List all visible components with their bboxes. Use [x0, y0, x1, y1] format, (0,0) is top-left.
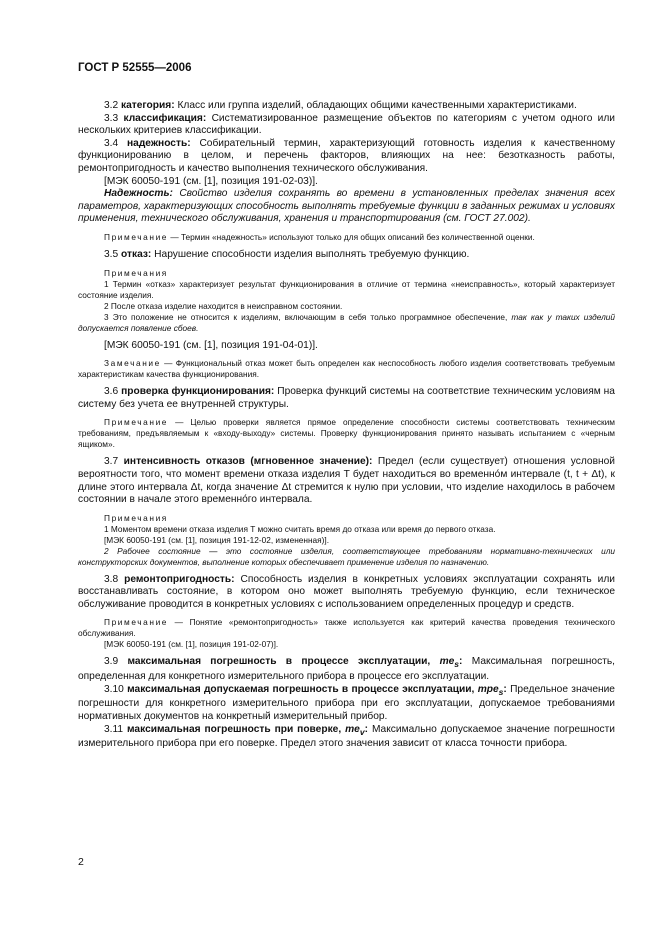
term: интенсивность отказов (мгновенное значение): — [123, 456, 373, 468]
term: максимальная погрешность при поверке, — [127, 723, 342, 735]
note-item: 2 После отказа изделие находится в неисправном состоянии. — [104, 300, 343, 311]
section-3-4: 3.4 надежность: Собирательный термин, характеризующий готовность изделия к качественному функционированию в целом, и перечень факторов, влияющих на нее: безотказность работы, ремонтопригодность и качество выполнения технического обслуживания. — [78, 137, 615, 174]
definition-alt: Надежность: Свойство изделия сохранять во времени в установленных пределах значения всех параметров, характеризующих способность выполнять требуемые функции в заданных режимах и условиях применения, технического обслуживания, хранения и транспортирования (см. ГОСТ 27.002). — [78, 188, 615, 225]
term: категория: — [121, 100, 175, 111]
section-3-5: 3.5 отказ: Нарушение способности изделия выполнять требуемую функцию. — [104, 248, 470, 260]
note-item: 1 Термин «отказ» характеризует результат функционирования в отличие от термина «неисправность», который характеризует состояние изделия. — [78, 278, 615, 300]
remark: Замечание — Функциональный отказ может быть определен как неспособность любого изделия соответствовать требуемым характеристикам качества функционирования. — [78, 358, 615, 380]
reference: [МЭК 60050-191 (см. [1], позиция 191-04-01)]. — [104, 339, 318, 351]
term: максимальная погрешность в процессе эксплуатации, — [127, 656, 431, 668]
section-3-6: 3.6 проверка функционирования: Проверка функций системы на соответствие техническим условиям на систему без учета ее внутренней структуры. — [78, 386, 615, 410]
page-number: 2 — [78, 856, 84, 868]
term: классификация: — [123, 112, 207, 124]
section-3-3: 3.3 классификация: Систематизированное размещение объектов по категориям с учетом одного или нескольких критериев классификации. — [78, 112, 615, 137]
term: проверка функционирования: — [121, 386, 275, 398]
section-3-9: 3.9 максимальная погрешность в процессе эксплуатации, $me_s$: Максимальная погрешность, определенная для конкретного измерительного прибора в процессе его эксплуатации. — [78, 656, 615, 683]
note-item: 3 Это положение не относится к изделиям, включающим в себя только программное обеспечение, так как у таких изделий допускается появление сбоев. — [78, 311, 616, 333]
notes-label: Примечания — [104, 267, 168, 278]
term: максимальная допускаемая погрешность в процессе эксплуатации, — [127, 683, 475, 695]
document-header: ГОСТ Р 52555—2006 — [78, 62, 192, 74]
section-3-11: 3.11 максимальная погрешность при поверке, $me_v$: Максимально допускаемое значение погрешности измерительного прибора при его поверке. Предел этого значения зависит от класса точности прибора. — [78, 723, 615, 750]
section-3-10: 3.10 максимальная допускаемая погрешность в процессе эксплуатации, mpe$_s$: Предельное значение погрешности для конкретного измерительного прибора при его эксплуатации, допускаемое требованиями нормативных документов на конкретный измерительный прибор. — [78, 683, 615, 722]
section-3-8: 3.8 ремонтопригодность: Способность изделия в конкретных условиях эксплуатации сохранять или восстанавливать состояние, в котором оно может выполнять требуемую функцию, если техническое обслуживание проводится в конкретных условиях с использованием определенных процедур и средств. — [78, 573, 615, 610]
term: отказ: — [121, 248, 152, 260]
note-reference: [МЭК 60050-191 (см. [1], позиция 191-12-02, измененная)]. — [104, 534, 330, 545]
document-page — [78, 62, 615, 751]
note: Примечание — Целью проверки является прямое определение способности системы соответствовать техническим требованиям, предъявляемым к «входу-выходу» системы. Проверку функционирования принято называть испытанием с «черным ящиком». — [78, 417, 616, 450]
note: Примечание — Понятие «ремонтопригодность» также используется как критерий качества проведения технического обслуживания. — [78, 617, 616, 639]
note-item: 1 Моментом времени отказа изделия T можно считать время до отказа или время до первого отказа. — [104, 523, 496, 534]
section-3-7: 3.7 интенсивность отказов (мгновенное значение): Предел (если существует) отношения условной вероятности того, что момент времени отказа изделия T будет находиться во временно́м интервале (t, t + Δt), к длине этого интервала Δt, когда значение Δt стремится к нулю при условии, что изделие находилось в рабочем состоянии в начале этого временно́го интервала. — [78, 456, 615, 506]
notes-label: Примечания — [104, 512, 168, 523]
section-3-2: 3.2 категория: Класс или группа изделий, обладающих общими качественными характеристиками. — [104, 100, 577, 111]
note-reference: [МЭК 60050-191 (см. [1], позиция 191-02-07)]. — [104, 639, 279, 650]
note-item: 2 Рабочее состояние — это состояние изделия, соответствующее требованиям нормативно-технических или конструкторских документов, выполнение которых обеспечивает применение изделия по назначению. — [78, 545, 615, 567]
reference: [МЭК 60050-191 (см. [1], позиция 191-02-03)]. — [104, 175, 318, 187]
note: Примечание — Термин «надежность» используют только для общих описаний без количественной оценки. — [104, 231, 535, 242]
term: надежность: — [127, 137, 191, 149]
term: ремонтопригодность: — [124, 573, 235, 585]
